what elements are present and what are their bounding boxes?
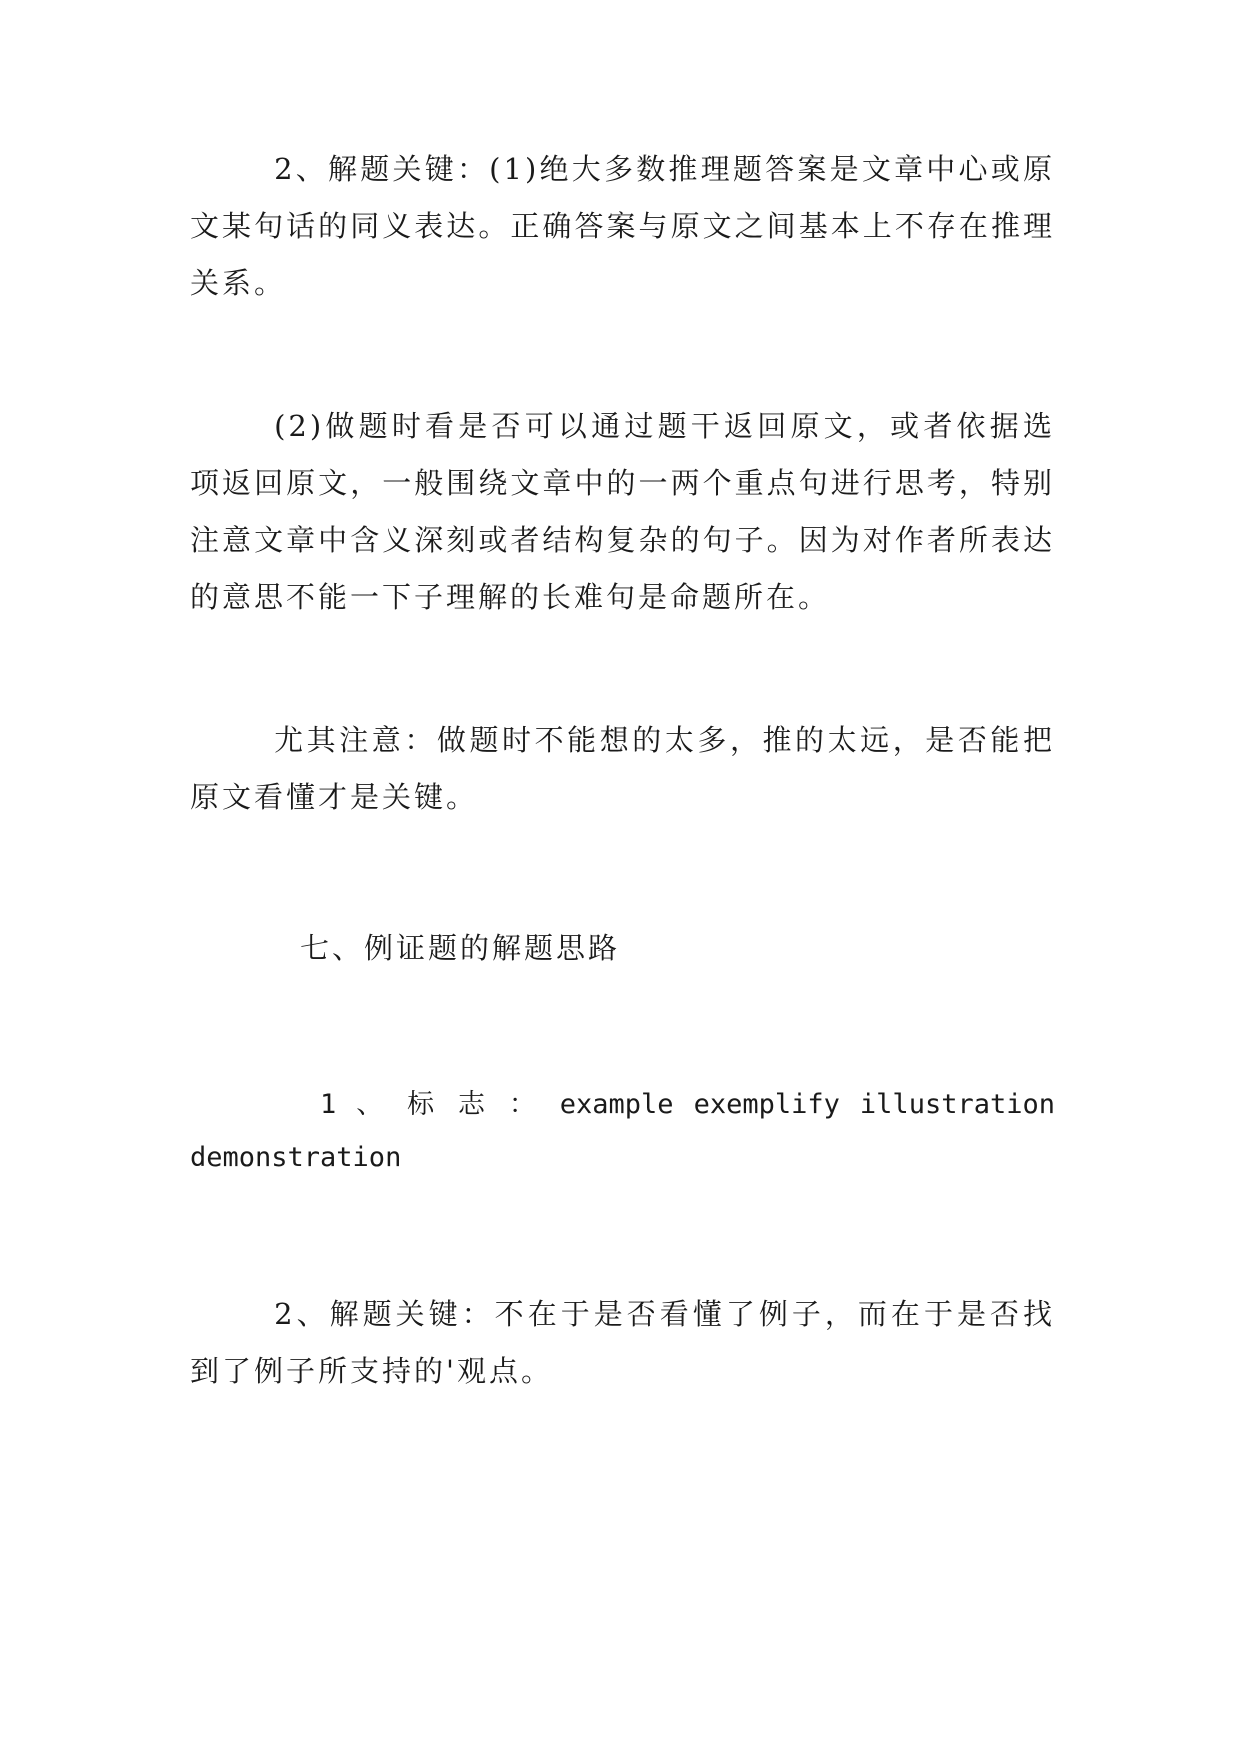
paragraph-special-attention: 尤其注意：做题时不能想的太多，推的太远，是否能把原文看懂才是关键。 [190,723,1055,814]
paragraph-markers-line-1: 1 、 标 志 ： example exemplify illustration [320,1089,1055,1120]
paragraph-example-solution-key: 2、解题关键：不在于是否看懂了例子，而在于是否找到了例子所支持的'观点。 [190,1297,1055,1388]
paragraph-solution-key-1: 2、解题关键：(1)绝大多数推理题答案是文章中心或原文某句话的同义表达。正确答案与原文之间基本上不存在推理关系。 [190,152,1055,300]
paragraph-solution-key-2: (2)做题时看是否可以通过题干返回原文，或者依据选项返回原文，一般围绕文章中的一两个重点句进行思考，特别注意文章中含义深刻或者结构复杂的句子。因为对作者所表达的意思不能一下子理解的长难句是命题所在。 [190,409,1055,614]
section-heading-example-questions: 七、例证题的解题思路 [300,931,621,965]
paragraph-markers-line-2: demonstration [190,1142,402,1173]
